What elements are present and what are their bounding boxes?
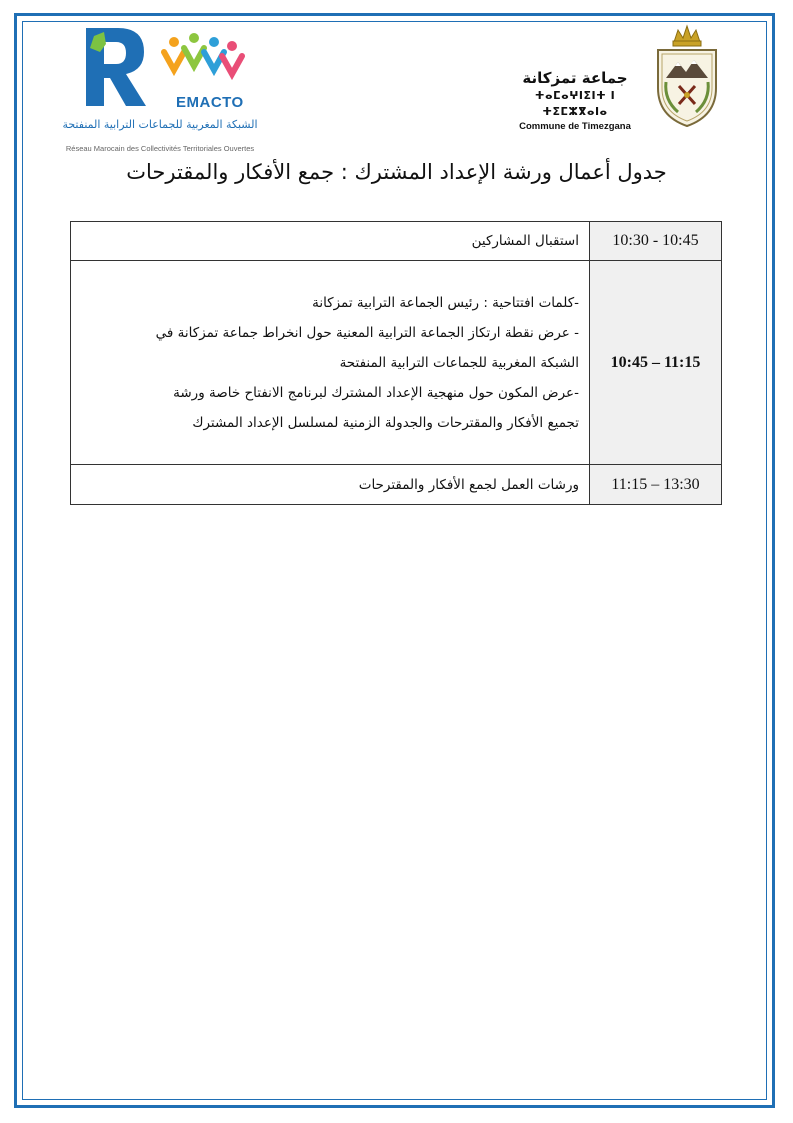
table-row [71, 465, 722, 505]
remacto-french-name: Réseau Marocain des Collectivités Territoriales Ouvertes [65, 144, 255, 153]
commune-crest-icon [648, 22, 726, 130]
table-row [71, 261, 722, 465]
commune-header [505, 68, 645, 134]
page-title: جدول أعمال ورشة الإعداد المشترك : جمع الأفكار والمقترحات [126, 160, 667, 184]
activity-line: - عرض نقطة ارتكاز الجماعة الترابية المعنية حول انخراط جماعة تمزكانة في [155, 324, 579, 341]
activity-line: تجميع الأفكار والمقترحات والجدولة الزمنية لمسلسل الإعداد المشترك [192, 414, 579, 431]
activity-line: -كلمات افتتاحية : رئيس الجماعة الترابية تمزكانة [312, 294, 579, 311]
activity-line: -عرض المكون حول منهجية الإعداد المشترك لبرنامج الانفتاح خاصة ورشة [173, 384, 579, 401]
remacto-logo [60, 22, 260, 153]
activity-line: استقبال المشاركين [471, 233, 579, 249]
remacto-arabic-name: الشبكة المغربية للجماعات الترابية المنفتحة [62, 118, 258, 131]
agenda-table [70, 221, 722, 505]
commune-french-name: Commune de Timezgana [519, 121, 631, 132]
time-cell: 10:45 – 11:15 [590, 261, 722, 465]
commune-arabic-name: جماعة تمزكانة [522, 69, 628, 87]
activity-cell [71, 222, 590, 261]
remacto-wordmark: EMACTO [176, 94, 244, 111]
time-cell: 10:30 - 10:45 [590, 222, 722, 261]
commune-tifinagh-name: ⵜⴰⵎⴰⵖⵏⵉⵏⵜ ⵏ ⵜⵉⵎⵣⴳⴰⵏⴰ [534, 89, 616, 118]
activity-line: الشبكة المغربية للجماعات الترابية المنفتحة [339, 354, 579, 371]
activity-cell [71, 465, 590, 505]
time-cell: 11:15 – 13:30 [590, 465, 722, 505]
table-row [71, 222, 722, 261]
activity-cell [71, 261, 590, 465]
activity-line: ورشات العمل لجمع الأفكار والمقترحات [358, 476, 579, 493]
